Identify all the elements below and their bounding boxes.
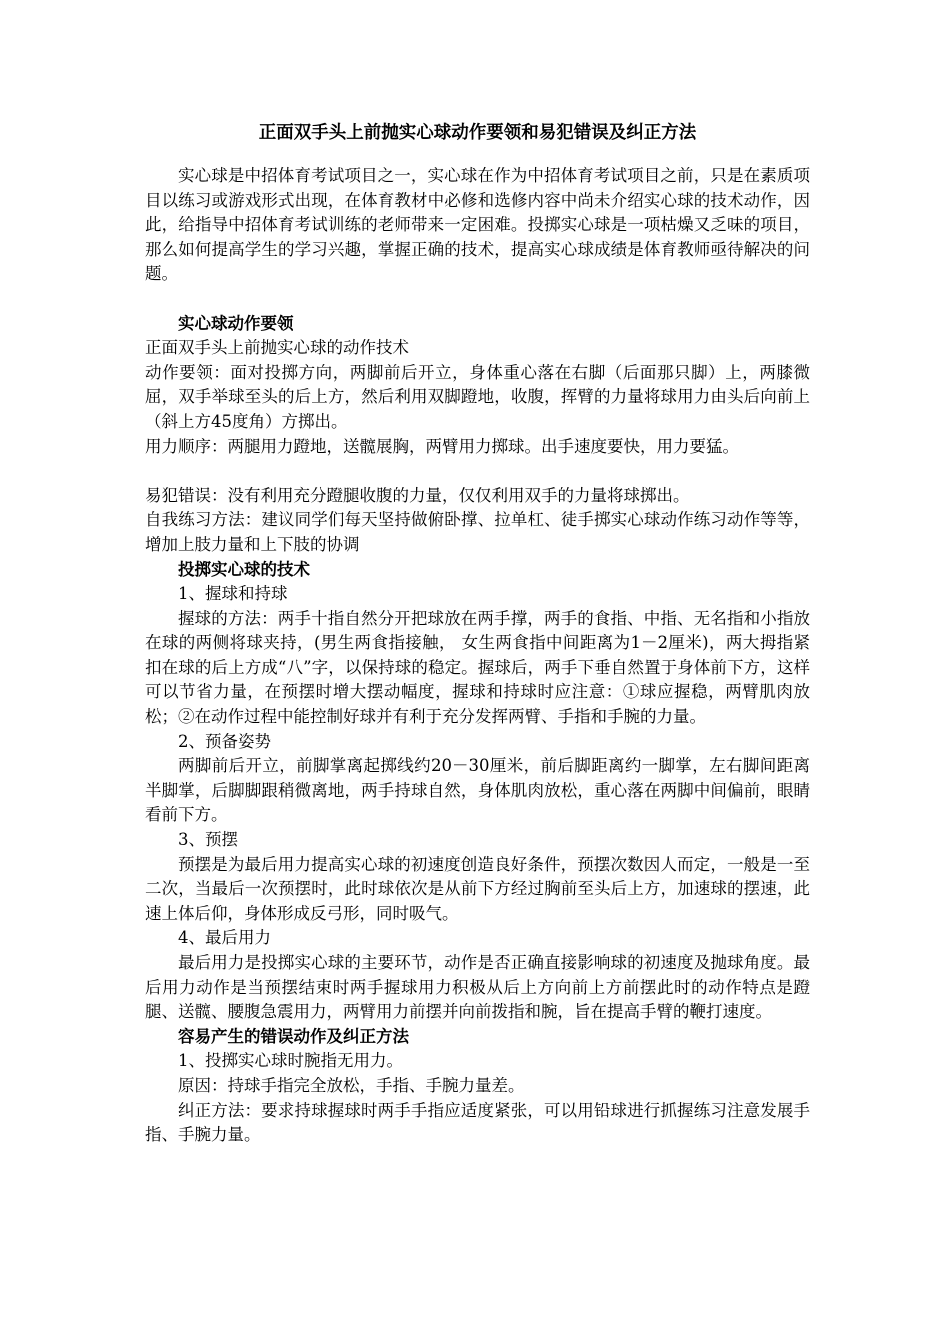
section-heading-errors-corrections: 容易产生的错误动作及纠正方法 [178,1026,409,1046]
action-essentials-paragraph: 动作要领：面对投掷方向，两脚前后开立，身体重心落在右脚（后面那只脚）上，两膝微屈，双手举球至头的后上方，然后利用双脚蹬地，收腹，挥臂的力量将球用力由头后向前上（斜上方45度角）方掷出。 [145,362,810,431]
item-text-final-force: 最后用力是投掷实心球的主要环节，动作是否正确直接影响球的初速度及抛球角度。最后用力动作是当预摆结束时两手握球用力积极从后上方向前上方前摆此时的动作特点是蹬腿、送髋、腰腹急震用力，两臂用力前摆并向前拨指和腕，旨在提高手臂的鞭打速度。 [145,953,810,1022]
common-mistake-paragraph: 易犯错误：没有利用充分蹬腿收腹的力量，仅仅利用双手的力量将球掷出。 [145,485,690,505]
error-cause-paragraph: 原因：持球手指完全放松，手指、手腕力量差。 [178,1075,525,1095]
section-heading-throwing-technique: 投掷实心球的技术 [178,559,310,579]
item-text-preswing: 预摆是为最后用力提高实心球的初速度创造良好条件，预摆次数因人而定，一般是一至二次，当最后一次预摆时，此时球依次是从前下方经过胸前至头后上方，加速球的摆速，此速上体后仰，身体形成反弓形，同时吸气。 [145,854,810,923]
blank-line [145,459,810,484]
section-subtitle: 正面双手头上前抛实心球的动作技术 [145,338,409,358]
document-page [145,120,810,1148]
self-practice-paragraph: 自我练习方法：建议同学们每天坚持做俯卧撑、拉单杠、徒手掷实心球动作练习动作等等，增加上肢力量和上下肢的协调 [145,510,810,554]
blank-line [145,287,810,312]
force-order-paragraph: 用力顺序：两腿用力蹬地，送髋展胸，两臂用力掷球。出手速度要快，用力要猛。 [145,436,739,456]
item-label-final-force: 4、最后用力 [178,928,271,948]
item-label-grip: 1、握球和持球 [178,584,288,604]
item-text-grip: 握球的方法：两手十指自然分开把球放在两手撑，两手的食指、中指、无名指和小指放在球的两侧将球夹持，(男生两食指接触， 女生两食指中间距离为1－2厘米)，两大拇指紧扣在球的后上方成“八”字，以保持球的稳定。握球后，两手下垂自然置于身体前下方，这样可以节省力量，在预摆时增大摆动幅度，握球和持球时应注意：①球应握稳，两臂肌肉放松；②在动作过程中能控制好球并有利于充分发挥两臂、手指和手腕的力量。 [145,608,810,727]
intro-paragraph: 实心球是中招体育考试项目之一，实心球在作为中招体育考试项目之前，只是在素质项目以练习或游戏形式出现，在体育教材中必修和选修内容中尚未介绍实心球的技术动作，因此，给指导中招体育考试训练的老师带来一定困难。投掷实心球是一项枯燥又乏味的项目，那么如何提高学生的学习兴趣，掌握正确的技术，提高实心球成绩是体育教师亟待解决的问题。 [145,166,810,284]
error-item-label: 1、投掷实心球时腕指无用力。 [178,1051,403,1071]
section-heading-action-essentials: 实心球动作要领 [178,313,294,333]
document-title: 正面双手头上前抛实心球动作要领和易犯错误及纠正方法 [258,123,697,143]
item-text-ready-stance: 两脚前后开立，前脚掌离起掷线约20－30厘米，前后脚距离约一脚掌，左右脚间距离半脚掌，后脚脚跟稍微离地，两手持球自然，身体肌肉放松，重心落在两脚中间偏前，眼睛看前下方。 [145,756,810,825]
item-label-preswing: 3、预摆 [178,830,238,850]
item-label-ready-stance: 2、预备姿势 [178,731,271,751]
error-fix-paragraph: 纠正方法：要求持球握球时两手手指应适度紧张，可以用铅球进行抓握练习注意发展手指、手腕力量。 [145,1100,810,1145]
